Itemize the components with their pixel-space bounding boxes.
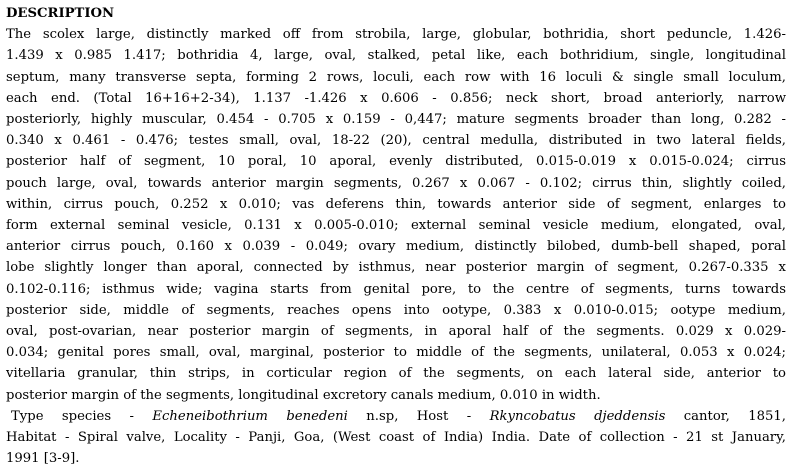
description-line: pouch large, oval, towards anterior margin segments, 0.267 x 0.067 - 0.102; cirrus thin, slightly coiled, <box>6 175 786 191</box>
description-line: 0.034; genital pores small, oval, marginal, posterior to middle of the segments, unilateral, 0.053 x 0.024; <box>6 345 786 361</box>
species-suffix: n.sp, Host - <box>347 408 490 424</box>
description-line: form external seminal vesicle, 0.131 x 0.005-0.010; external seminal vesicle medium, elongated, oval, <box>6 218 786 234</box>
description-line: posteriorly, highly muscular, 0.454 - 0.705 x 0.159 - 0,447; mature segments broader than long, 0.282 - <box>6 112 786 128</box>
description-line: posterior half of segment, 10 poral, 10 aporal, evenly distributed, 0.015-0.019 x 0.015-0.024; cirrus <box>6 154 786 170</box>
description-line: The scolex large, distinctly marked off from strobila, large, globular, bothridia, short peduncle, 1.426- <box>6 27 786 43</box>
habitat-line: Habitat - Spiral valve, Locality - Panji, Goa, (West coast of India) India. Date of collection - 21 st January, <box>6 430 786 446</box>
description-line: oval, post-ovarian, near posterior margin of segments, in aporal half of the segments. 0.029 x 0.029- <box>6 324 786 340</box>
description-paragraph <box>6 24 786 406</box>
description-line: within, cirrus pouch, 0.252 x 0.010; vas deferens thin, towards anterior side of segment, enlarges to <box>6 196 786 212</box>
description-line: posterior margin of the segments, longitudinal excretory canals medium, 0.010 in width. <box>6 387 601 403</box>
description-line: 0.102-0.116; isthmus wide; vagina starts from genital pore, to the centre of segments, turns towards <box>6 281 786 297</box>
species-name: Echeneibothrium benedeni <box>152 408 348 424</box>
description-line: septum, many transverse septa, forming 2 rows, loculi, each row with 16 loculi & single small loculum, <box>6 69 786 85</box>
description-line: vitellaria granular, thin strips, in corticular region of the segments, on each lateral side, anterior to <box>6 366 786 382</box>
description-line: 0.340 x 0.461 - 0.476; testes small, oval, 18-22 (20), central medulla, distributed in two lateral fields, <box>6 133 786 149</box>
description-line: anterior cirrus pouch, 0.160 x 0.039 - 0.049; ovary medium, distinctly bilobed, dumb-bell shaped, poral <box>6 239 786 255</box>
section-heading: DESCRIPTION <box>6 6 115 21</box>
description-line: posterior side, middle of segments, reaches opens into ootype, 0.383 x 0.010-0.015; ootype medium, <box>6 302 786 318</box>
type-species-line <box>6 406 786 427</box>
description-line: each end. (Total 16+16+2-34), 1.137 -1.426 x 0.606 - 0.856; neck short, broad anteriorly, narrow <box>6 90 786 106</box>
reference-line: 1991 [3-9]. <box>6 451 80 467</box>
description-line: 1.439 x 0.985 1.417; bothridia 4, large, oval, stalked, petal like, each bothridium, single, longitudinal <box>6 48 786 64</box>
host-name: Rkyncobatus djeddensis <box>489 408 666 424</box>
description-line: lobe slightly longer than aporal, connected by isthmus, near posterior margin of segment, 0.267-0.335 x <box>6 260 786 276</box>
host-suffix: cantor, 1851, <box>665 408 787 424</box>
type-species-label: Type species - <box>11 408 153 424</box>
